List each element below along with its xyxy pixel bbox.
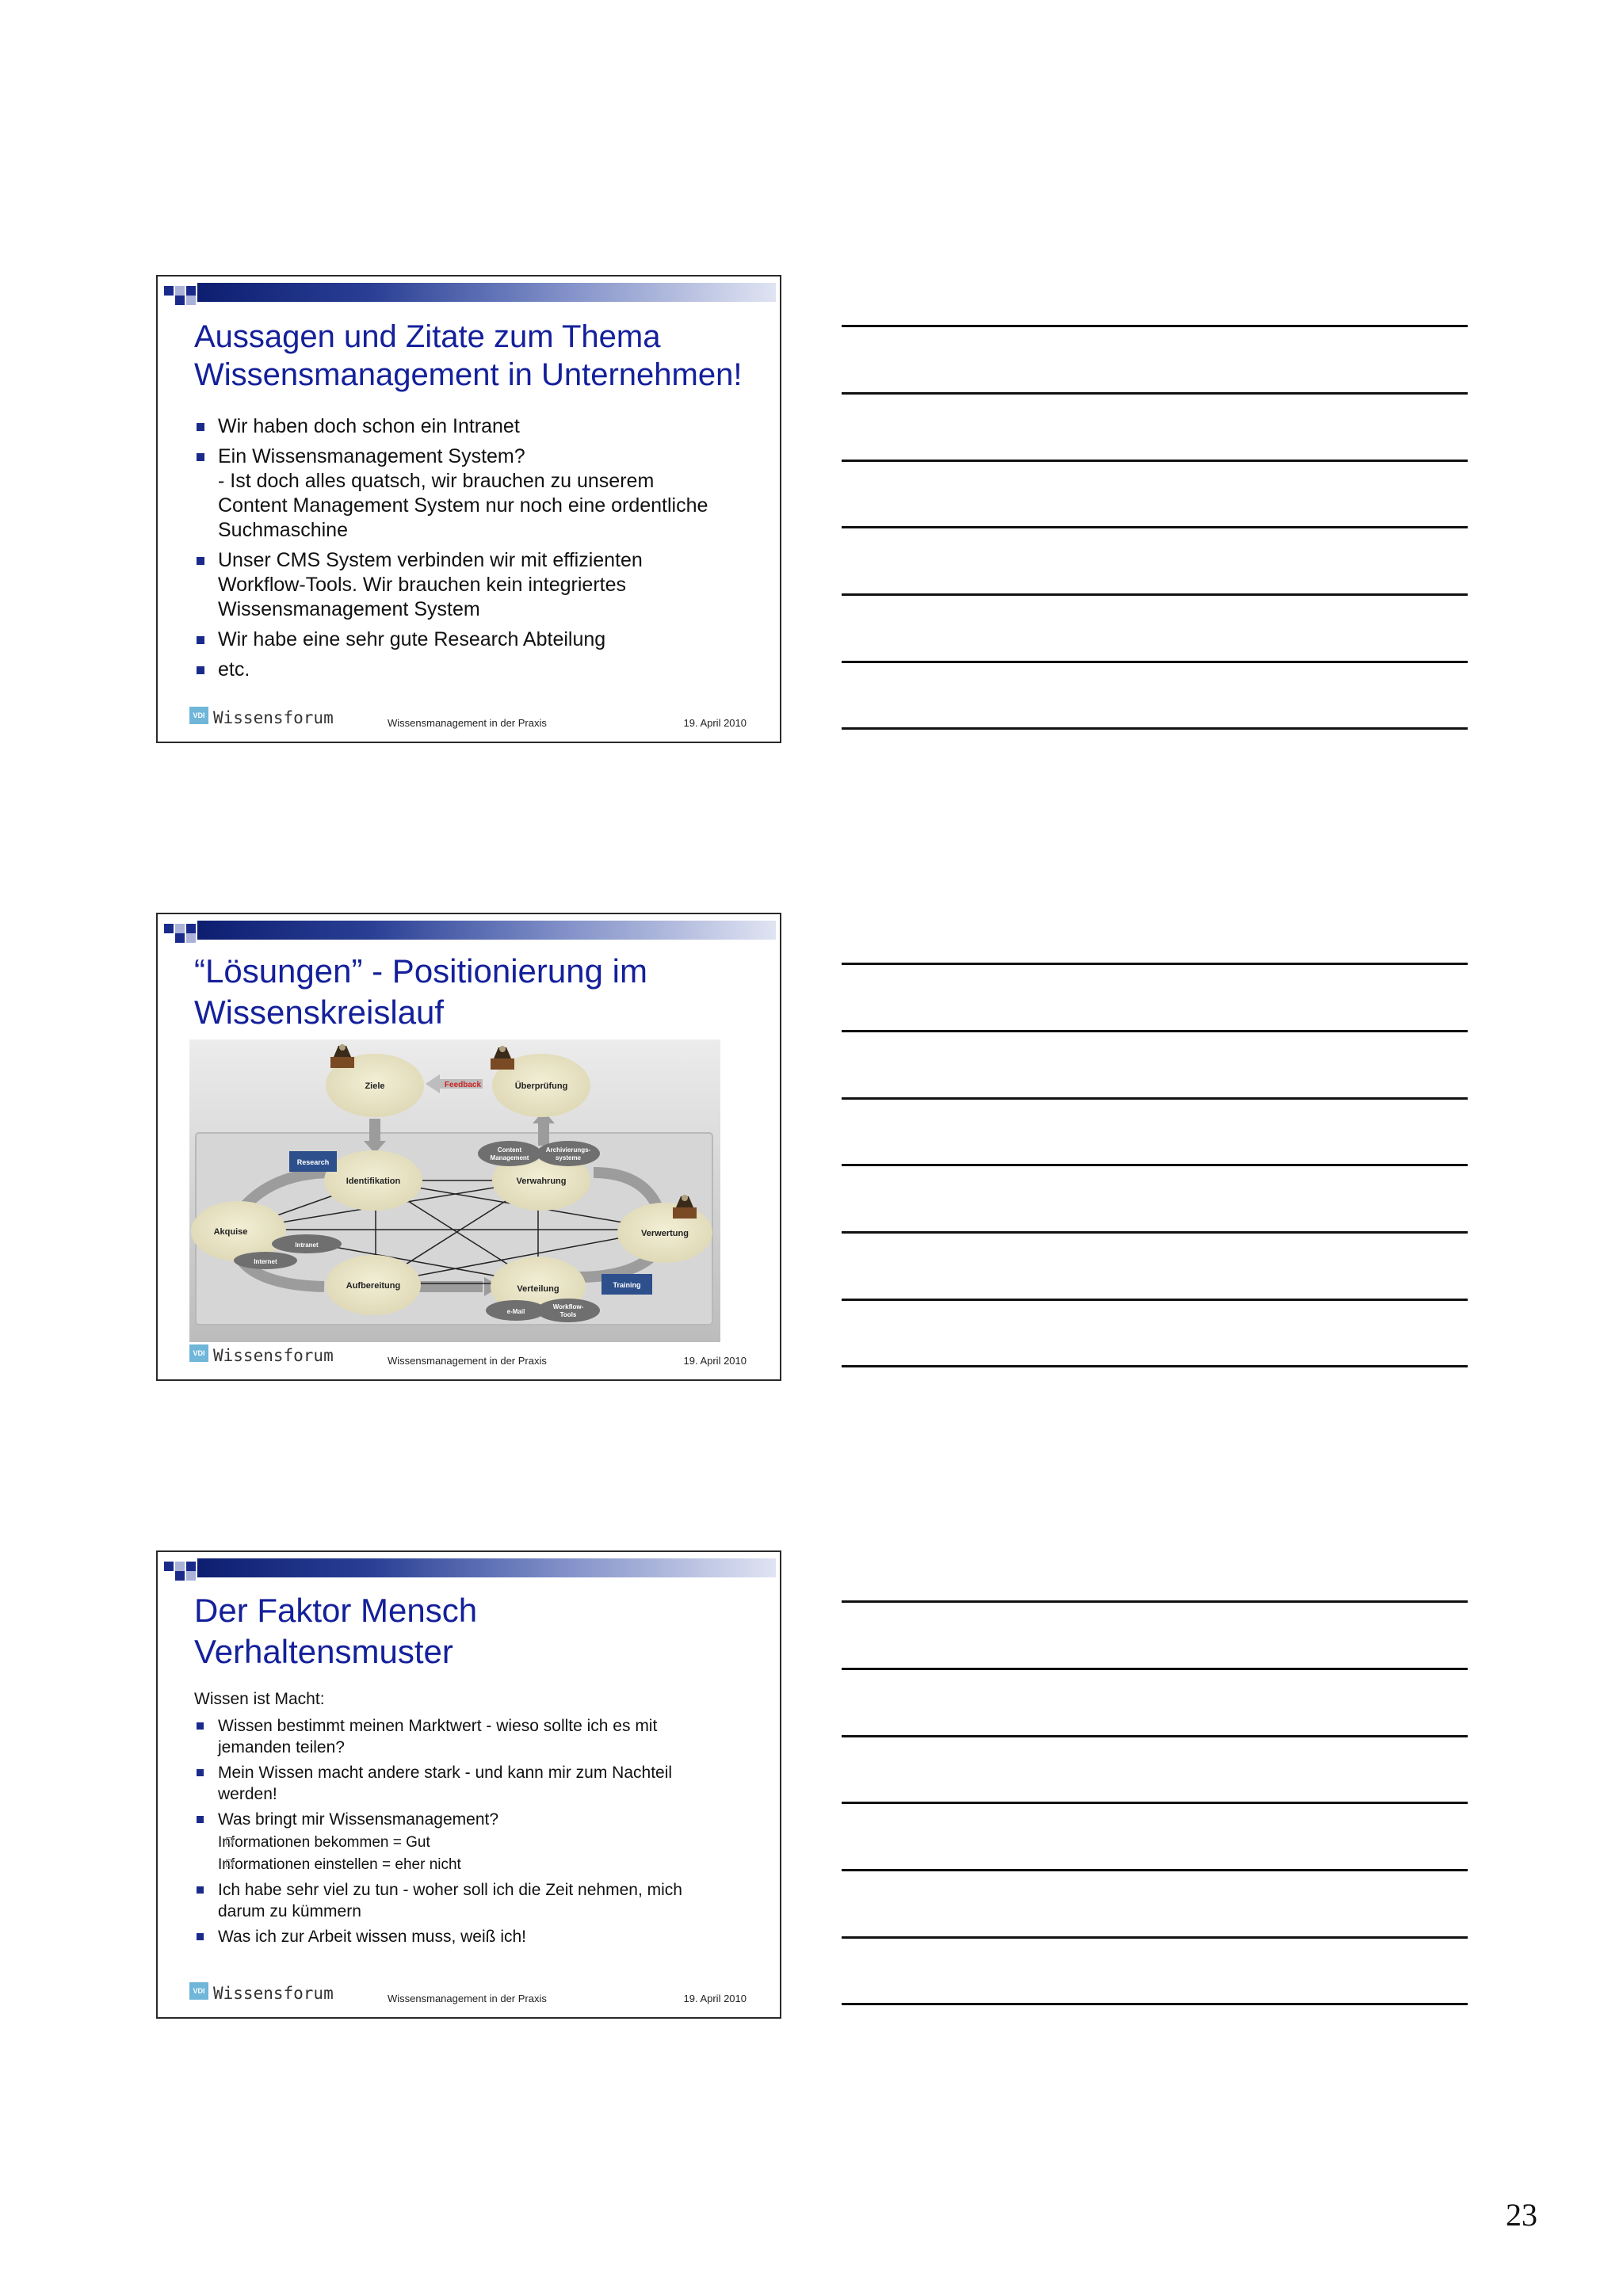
sub-list-item [194, 1832, 749, 1854]
bullet-text: Ich habe sehr viel zu tun - woher soll ich die Zeit nehmen, mich [218, 1881, 682, 1899]
note-line [842, 1164, 1468, 1166]
header-square [175, 286, 185, 296]
list-item [194, 444, 749, 543]
node-label: Ziele [365, 1081, 385, 1091]
bullet-text: etc. [218, 658, 250, 681]
note-line [842, 727, 1468, 730]
slide-2 [156, 913, 781, 1381]
bullet-text: Suchmaschine [218, 519, 348, 541]
bullet-text: - Ist doch alles quatsch, wir brauchen zu unserem [218, 470, 655, 492]
title-line: “Lösungen” - Positionierung im [194, 952, 647, 990]
knowledge-cycle-diagram [189, 1039, 720, 1342]
slide-title [194, 951, 765, 1033]
header-square [175, 1571, 185, 1581]
pill-workflow-tools [537, 1299, 600, 1322]
title-line: Wissensmanagement in Unternehmen! [194, 357, 743, 392]
header-square [186, 924, 196, 933]
note-line [842, 1365, 1468, 1367]
bullet-text: Wissen bestimmt meinen Marktwert - wieso sollte ich es mit [218, 1717, 658, 1735]
header-square [175, 296, 185, 305]
pill-label: Content [497, 1146, 522, 1154]
pill-label: systeme [555, 1154, 582, 1161]
note-line [842, 392, 1468, 395]
page-number: 23 [1506, 2197, 1537, 2233]
logo-badge: VDI [189, 1982, 208, 2000]
header-square [175, 924, 185, 933]
note-line [842, 661, 1468, 663]
header-square [186, 933, 196, 943]
title-line: Aussagen und Zitate zum Thema [194, 319, 661, 354]
bullet-text: Content Management System nur noch eine ordentliche [218, 494, 708, 517]
footer-center-text: Wissensmanagement in der Praxis [388, 717, 547, 729]
note-line [842, 460, 1468, 462]
list-item [194, 414, 749, 439]
title-line: Wissenskreislauf [194, 994, 445, 1031]
node-label: Überprüfung [514, 1081, 568, 1091]
bullet-icon [197, 1816, 204, 1823]
bullet-icon [197, 1722, 204, 1730]
slide-header-bar [197, 283, 776, 302]
pill-label: Intranet [295, 1241, 319, 1249]
header-square [186, 296, 196, 305]
bullet-icon [197, 423, 204, 431]
research-label: Research [296, 1158, 330, 1166]
slide-3 [156, 1550, 781, 2019]
list-item [194, 627, 749, 652]
logo-badge: VDI [189, 1344, 208, 1362]
note-line [842, 593, 1468, 596]
bullet-text: Ein Wissensmanagement System? [218, 445, 525, 467]
bullet-text: Workflow-Tools. Wir brauchen kein integriertes [218, 574, 627, 596]
header-square [186, 286, 196, 296]
pill-content-management [478, 1141, 541, 1166]
pill-label: Internet [254, 1258, 277, 1265]
node-label: Aufbereitung [346, 1281, 401, 1291]
sub-bullet-text: Informationen bekommen = Gut [218, 1834, 430, 1851]
bullet-text: Wir habe eine sehr gute Research Abteilung [218, 628, 606, 650]
pill-label: Management [490, 1154, 529, 1161]
bullet-text: Unser CMS System verbinden wir mit effizienten [218, 549, 643, 571]
bullet-text: Mein Wissen macht andere stark - und kann mir zum Nachteil [218, 1764, 673, 1782]
note-line [842, 2003, 1468, 2005]
checkbox-bullet-icon [226, 1837, 233, 1844]
logo-text: Wissensforum [213, 1984, 334, 2003]
footer-center-text: Wissensmanagement in der Praxis [388, 1355, 547, 1367]
list-item [194, 1926, 749, 1947]
title-line: Verhaltensmuster [194, 1633, 453, 1670]
list-item [194, 548, 749, 622]
node-label: Verwahrung [516, 1177, 567, 1186]
note-line [842, 1802, 1468, 1804]
slide-header-bar [197, 1558, 776, 1577]
node-label: Akquise [213, 1227, 248, 1237]
sub-list-item [194, 1854, 749, 1876]
note-line [842, 526, 1468, 528]
intro-text: Wissen ist Macht: [194, 1690, 325, 1708]
list-item [194, 1715, 749, 1758]
bullet-text: jemanden teilen? [218, 1738, 345, 1756]
note-line [842, 325, 1468, 327]
bullet-icon [197, 1769, 204, 1776]
note-line [842, 1231, 1468, 1234]
note-line [842, 1097, 1468, 1100]
slide-header-bar [197, 921, 776, 940]
node-label: Identifikation [346, 1177, 401, 1186]
node-label: Verwertung [641, 1229, 689, 1238]
pill-archivierungssysteme [537, 1141, 600, 1166]
slide-title [194, 1590, 765, 1672]
note-line [842, 1869, 1468, 1871]
footer-center-text: Wissensmanagement in der Praxis [388, 1993, 547, 2004]
pill-label: Archivierungs- [545, 1146, 591, 1154]
pill-label: e-Mail [506, 1308, 525, 1315]
bullet-text: darum zu kümmern [218, 1902, 361, 1920]
bullet-icon [197, 636, 204, 644]
header-square [175, 1562, 185, 1571]
bullet-list [194, 1715, 749, 1947]
node-label: Verteilung [517, 1284, 559, 1294]
knowledge-cycle-svg [189, 1039, 720, 1342]
logo-badge: VDI [189, 707, 208, 724]
slide-title [194, 318, 765, 394]
pill-label: Workflow- [552, 1303, 584, 1310]
header-square [175, 933, 185, 943]
checkbox-bullet-icon [226, 1859, 233, 1867]
list-item [194, 1762, 749, 1805]
bullet-icon [197, 666, 204, 674]
header-square [186, 1562, 196, 1571]
header-square [186, 1571, 196, 1581]
footer-date: 19. April 2010 [683, 717, 747, 729]
logo-text: Wissensforum [213, 708, 334, 727]
note-line [842, 1936, 1468, 1939]
training-label: Training [613, 1281, 641, 1289]
title-line: Der Faktor Mensch [194, 1592, 478, 1629]
note-line [842, 1735, 1468, 1737]
note-line [842, 1299, 1468, 1301]
feedback-label: Feedback [444, 1081, 482, 1089]
note-line [842, 963, 1468, 965]
bullet-icon [197, 1933, 204, 1940]
bullet-text: Wir haben doch schon ein Intranet [218, 415, 520, 437]
bullet-text: Was bringt mir Wissensmanagement? [218, 1810, 499, 1829]
sub-bullet-text: Informationen einstellen = eher nicht [218, 1856, 461, 1873]
list-item [194, 1879, 749, 1922]
bullet-icon [197, 1886, 204, 1894]
list-item [194, 658, 749, 682]
slide-1 [156, 275, 781, 743]
arrow-down [369, 1119, 380, 1142]
footer-date: 19. April 2010 [683, 1993, 747, 2004]
bullet-text: Wissensmanagement System [218, 598, 480, 620]
list-item [194, 1809, 749, 1830]
header-square [164, 286, 174, 296]
bullet-list [194, 414, 749, 682]
arrow-up [538, 1122, 549, 1146]
bullet-icon [197, 557, 204, 565]
note-line [842, 1030, 1468, 1032]
header-square [164, 924, 174, 933]
footer-date: 19. April 2010 [683, 1355, 747, 1367]
note-line [842, 1600, 1468, 1603]
bullet-text: Was ich zur Arbeit wissen muss, weiß ich! [218, 1928, 526, 1946]
bullet-text: werden! [218, 1785, 277, 1803]
note-line [842, 1668, 1468, 1670]
pill-label: Tools [559, 1311, 577, 1318]
bullet-icon [197, 453, 204, 461]
header-square [164, 1562, 174, 1571]
logo-text: Wissensforum [213, 1346, 334, 1365]
